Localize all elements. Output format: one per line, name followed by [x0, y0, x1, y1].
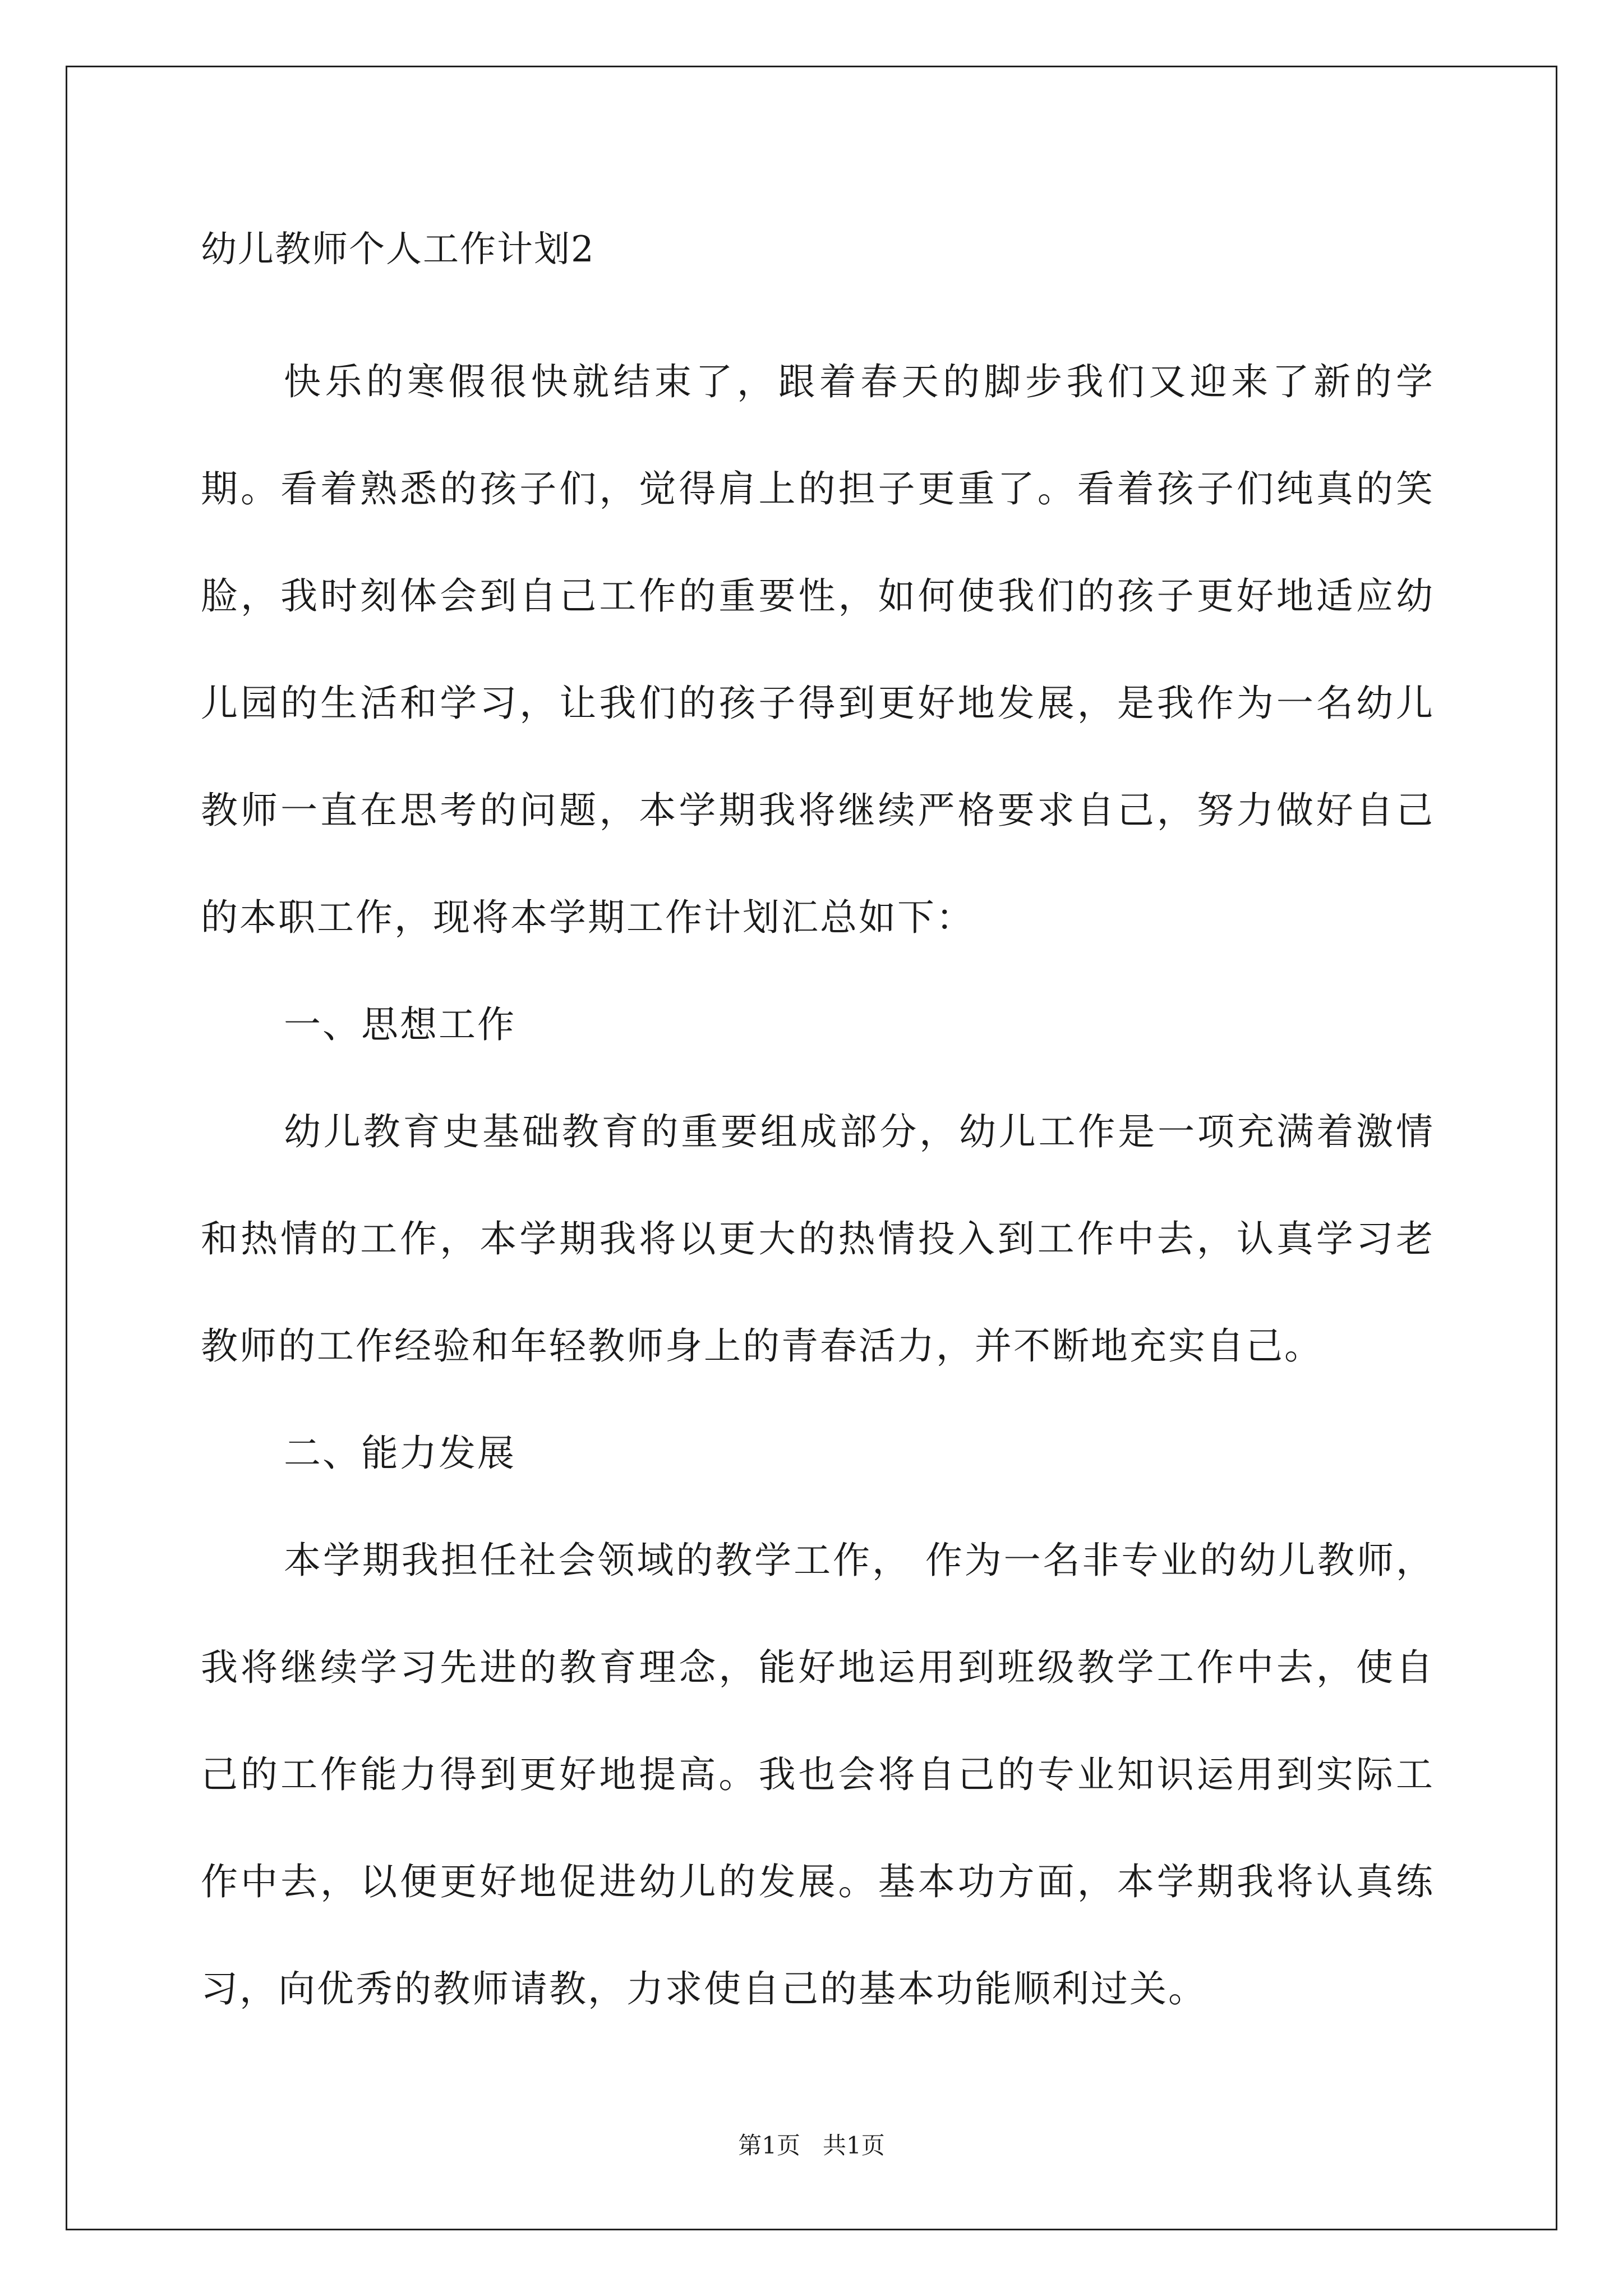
- thought-paragraph: 幼儿教育史基础教育的重要组成部分，幼儿工作是一项充满着激情和热情的工作，本学期我将以更大的热情投入到工作中去，认真学习老教师的工作经验和年轻教师身上的青春活力，并不断地充实自己。: [201, 1110, 1435, 1368]
- document-title: 幼儿教师个人工作计划2: [201, 229, 595, 270]
- ability-paragraph: 本学期我担任社会领域的教学工作， 作为一名非专业的幼儿教师，我将继续学习先进的教育理念，能好地运用到班级教学工作中去，使自己的工作能力得到更好地提高。我也会将自己的专业知识运用到实际工作中去，以便更好地促进幼儿的发展。基本功方面，本学期我将认真练习，向优秀的教师请教，力求使自己的基本功能顺利过关。: [201, 1539, 1435, 2010]
- page-footer: 第1页 共1页: [738, 2132, 885, 2159]
- intro-paragraph: 快乐的寒假很快就结束了，跟着春天的脚步我们又迎来了新的学期。看着熟悉的孩子们，觉得肩上的担子更重了。看着孩子们纯真的笑脸，我时刻体会到自己工作的重要性，如何使我们的孩子更好地适应幼儿园的生活和学习，让我们的孩子得到更好地发展，是我作为一名幼儿教师一直在思考的问题，本学期我将继续严格要求自己，努力做好自己的本职工作，现将本学期工作计划汇总如下：: [201, 360, 1435, 939]
- section-heading-ability: 二、能力发展: [284, 1432, 516, 1475]
- document-body: [201, 216, 1435, 2042]
- section-heading-thought: 一、思想工作: [284, 1003, 516, 1046]
